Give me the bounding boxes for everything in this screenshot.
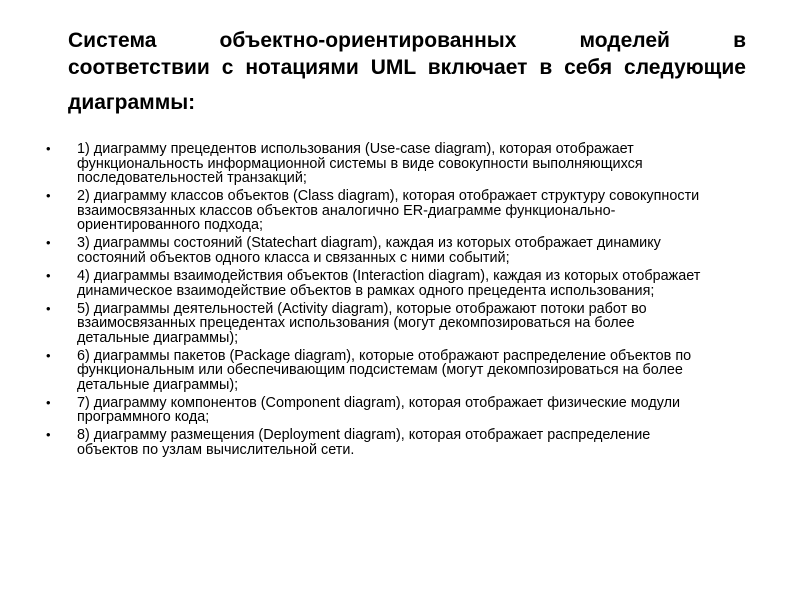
- list-item-text: 3) диаграммы состояний (Statechart diagram), каждая из которых отображает динамику: [77, 235, 661, 252]
- list-item: [46, 189, 746, 233]
- list-item-text: 2) диаграмму классов объектов (Class diagram), которая отображает структуру совокупности: [77, 188, 700, 205]
- bullet-icon: •: [46, 188, 51, 204]
- list-item-text: детальные диаграммы);: [77, 329, 239, 346]
- bullet-icon: •: [46, 141, 51, 156]
- list-item: [46, 428, 746, 457]
- list-item-text: программного кода;: [77, 409, 210, 426]
- list-item-text: взаимосвязанных прецедентах использования (могут декомпозироваться на более: [77, 315, 635, 332]
- list-item: [46, 302, 746, 346]
- slide-title: [68, 27, 746, 116]
- bullet-icon: •: [46, 394, 51, 410]
- list-item-text: последовательностей транзакций;: [77, 170, 307, 187]
- title-line: диаграммы:: [68, 91, 196, 114]
- bullet-icon: •: [46, 267, 51, 283]
- list-item-text: 5) диаграммы деятельностей (Activity diagram), которые отображают потоки работ во: [77, 300, 647, 317]
- list-item: [46, 349, 746, 393]
- list-item-text: 1) диаграмму прецедентов использования (Use-case diagram), которая отображает: [77, 141, 634, 157]
- list-item-text: динамическое взаимодействие объектов в рамках одного прецедента использования;: [77, 282, 655, 299]
- diagram-list: [46, 142, 746, 461]
- title-line: Система объектно-ориентированных моделей в: [68, 29, 746, 52]
- list-item-text: 8) диаграмму размещения (Deployment diagram), которая отображает распределение: [77, 427, 651, 444]
- bullet-icon: •: [46, 347, 51, 363]
- bullet-icon: •: [46, 427, 51, 443]
- list-item-text: объектов по узлам вычислительной сети.: [77, 442, 355, 459]
- bullet-icon: •: [46, 235, 51, 251]
- list-item-text: функциональным или обеспечивающим подсистемам (могут декомпозироваться на более: [77, 362, 683, 379]
- list-item: [46, 396, 746, 425]
- list-item-text: функциональность информационной системы в виде совокупности выполняющихся: [77, 155, 643, 172]
- list-item: [46, 236, 746, 265]
- list-item-text: ориентированного подхода;: [77, 217, 263, 234]
- list-item: [46, 269, 746, 298]
- list-item-text: 6) диаграммы пакетов (Package diagram), которые отображают распределение объектов по: [77, 347, 692, 364]
- list-item-text: 7) диаграмму компонентов (Component diagram), которая отображает физические модули: [77, 394, 681, 411]
- bullet-icon: •: [46, 300, 51, 316]
- list-item: [46, 142, 746, 186]
- list-item-text: взаимосвязанных классов объектов аналогично ER-диаграмме функционально-: [77, 202, 616, 219]
- list-item-text: состояний объектов одного класса и связанных с ними событий;: [77, 249, 510, 266]
- list-item-text: детальные диаграммы);: [77, 376, 239, 393]
- list-item-text: 4) диаграммы взаимодействия объектов (Interaction diagram), каждая из которых отображает: [77, 267, 701, 284]
- title-line: соответствии с нотациями UML включает в себя следующие: [68, 56, 746, 79]
